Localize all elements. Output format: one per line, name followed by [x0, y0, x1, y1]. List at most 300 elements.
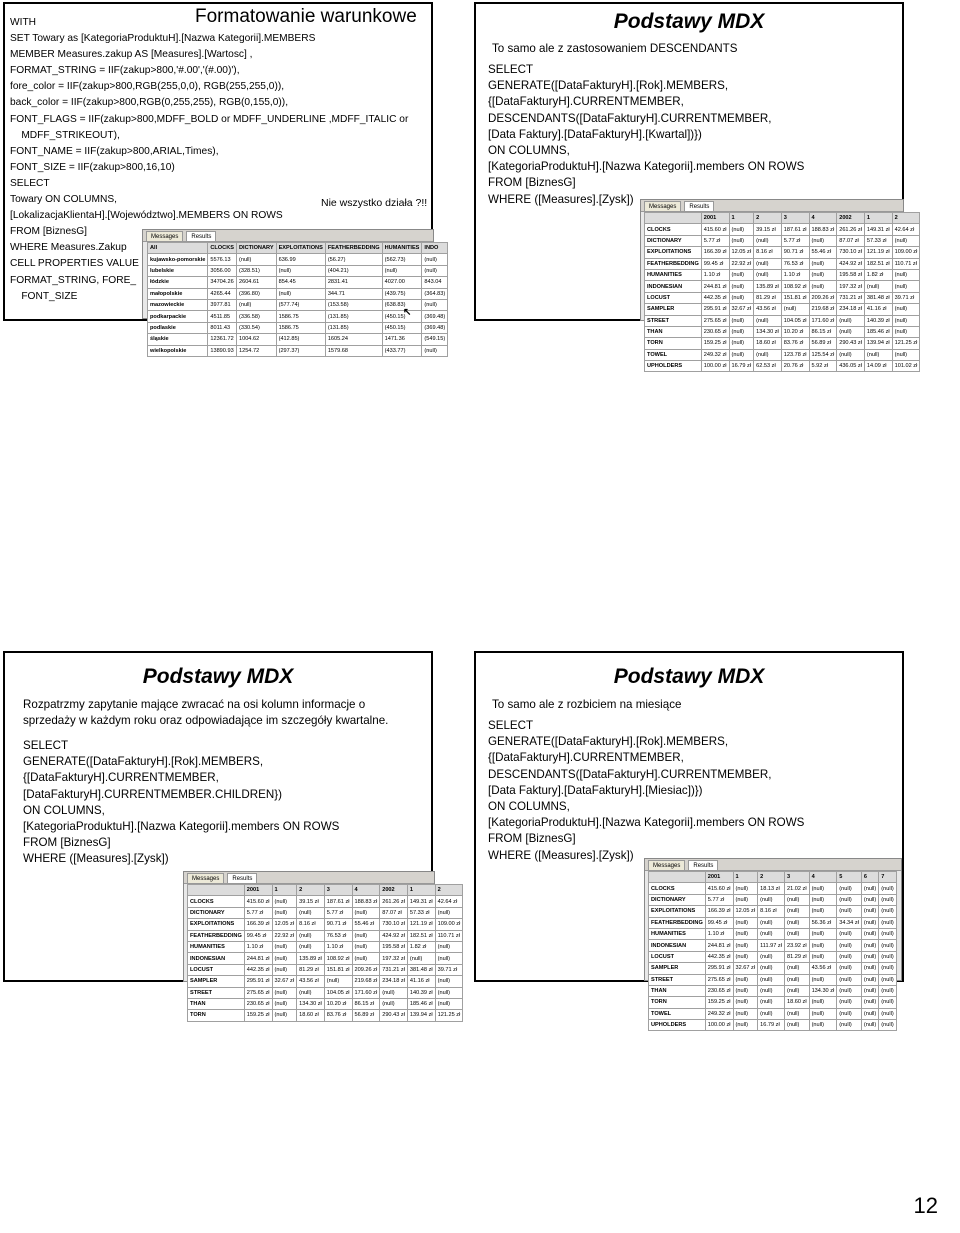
- column-header: CLOCKS: [208, 243, 237, 254]
- table-cell: (330.54): [236, 322, 276, 333]
- tab-messages: Messages: [187, 873, 224, 883]
- table-row: [188, 964, 463, 975]
- table-cell: (null): [382, 265, 422, 276]
- table-cell: 41.16 zł: [407, 976, 435, 987]
- table-cell: 730.10 zł: [380, 919, 408, 930]
- table-cell: (null): [758, 928, 785, 939]
- results-grid-screenshot: [183, 871, 461, 1019]
- row-header: SAMPLER: [649, 963, 706, 974]
- table-cell: 99.45 zł: [244, 930, 272, 941]
- table-cell: (null): [733, 940, 758, 951]
- table-cell: 182.51 zł: [407, 930, 435, 941]
- table-cell: (null): [809, 928, 837, 939]
- table-cell: 110.71 zł: [435, 930, 463, 941]
- table-cell: (null): [297, 987, 325, 998]
- result-tabs: [143, 230, 433, 242]
- table-cell: 730.10 zł: [837, 247, 865, 258]
- table-cell: 12.05 zł: [733, 906, 758, 917]
- table-cell: (364.83): [422, 288, 448, 299]
- table-cell: (null): [861, 951, 878, 962]
- table-cell: 134.30 zł: [809, 985, 837, 996]
- table-cell: (null): [809, 281, 837, 292]
- table-cell: (null): [809, 269, 837, 280]
- table-cell: 166.39 zł: [705, 906, 733, 917]
- table-cell: (null): [352, 953, 380, 964]
- table-row: [645, 247, 920, 258]
- row-header: EXPLOITATIONS: [645, 247, 702, 258]
- table-cell: 4265.44: [208, 288, 237, 299]
- row-header: THAN: [649, 985, 706, 996]
- table-cell: 57.33 zł: [407, 907, 435, 918]
- table-cell: 188.83 zł: [352, 896, 380, 907]
- table-cell: 424.92 zł: [380, 930, 408, 941]
- table-cell: 109.00 zł: [435, 919, 463, 930]
- table-cell: (null): [324, 976, 352, 987]
- table-cell: 209.26 zł: [352, 964, 380, 975]
- table-row: [188, 976, 463, 987]
- table-cell: 20.76 zł: [781, 361, 809, 372]
- table-cell: 18.60 zł: [754, 338, 782, 349]
- row-header: DICTIONARY: [188, 907, 245, 918]
- table-cell: (null): [861, 974, 878, 985]
- table-cell: 1.10 zł: [781, 269, 809, 280]
- table-cell: (null): [861, 928, 878, 939]
- row-header: INDONESIAN: [188, 953, 245, 964]
- mdx-code: WITH SET Towary as [KategoriaProduktuH].[Nazwa Kategorii].MEMBERS MEMBER Measures.zakup AS [Measures].[Wartosc] , FORMAT_STRING = IIF(zakup>800,'#.00','(#.00)'), fore_color = IIF(zakup>800,RGB(255,0,0), RGB(255,255,0)), back_color = IIF(zakup>800,RGB(0,255,255), RGB(0,155,0)), FONT_FLAGS = IIF(zakup>800,MDFF_BOLD or MDFF_UNDERLINE ,MDFF_ITALIC or MDFF_STRIKEOUT), FONT_NAME = IIF(zakup>800,ARIAL,Times), FONT_SIZE = IIF(zakup>800,16,10) SELECT Towary ON COLUMNS, [LokalizacjaKlientaH].[Województwo].MEMBERS ON ROWS FROM [BiznesG] WHERE Measures.Zakup CELL PROPERTIES VALUE FORMAT_STRING, FORE_ FONT_SIZE: [10, 17, 409, 302]
- table-cell: (null): [352, 930, 380, 941]
- table-cell: 123.78 zł: [781, 349, 809, 360]
- intro-text: To samo ale z zastosowaniem DESCENDANTS: [492, 42, 738, 55]
- table-cell: 5576.13: [208, 254, 237, 265]
- table-cell: 275.65 zł: [701, 315, 729, 326]
- table-cell: 244.81 zł: [705, 940, 733, 951]
- table-cell: 99.45 zł: [701, 258, 729, 269]
- table-cell: (null): [879, 963, 896, 974]
- table-header-row: [649, 872, 897, 883]
- table-cell: (null): [837, 951, 862, 962]
- table-cell: 636.99: [276, 254, 325, 265]
- column-header: 1: [729, 213, 754, 224]
- table-cell: 4027.00: [382, 277, 422, 288]
- table-cell: 81.29 zł: [297, 964, 325, 975]
- table-row: [645, 349, 920, 360]
- table-cell: 140.39 zł: [407, 987, 435, 998]
- row-header: wielkopolskie: [148, 345, 208, 356]
- column-header: 1: [733, 872, 758, 883]
- table-cell: 76.53 zł: [324, 930, 352, 941]
- table-cell: 234.18 zł: [837, 304, 865, 315]
- table-cell: (null): [809, 997, 837, 1008]
- table-cell: 100.00 zł: [705, 1020, 733, 1031]
- row-header: podkarpackie: [148, 311, 208, 322]
- table-cell: (null): [784, 928, 809, 939]
- table-cell: (null): [380, 987, 408, 998]
- slide-descendants: [474, 2, 918, 370]
- tab-results: Results: [684, 201, 714, 211]
- table-cell: 57.33 zł: [864, 235, 892, 246]
- result-tabs: [641, 200, 903, 212]
- row-header: lubelskie: [148, 265, 208, 276]
- table-cell: (null): [758, 917, 785, 928]
- table-cell: 1.82 zł: [864, 269, 892, 280]
- table-cell: (null): [784, 963, 809, 974]
- table-cell: (null): [864, 349, 892, 360]
- row-header: SAMPLER: [188, 976, 245, 987]
- column-header: 6: [861, 872, 878, 883]
- table-cell: (null): [837, 326, 865, 337]
- table-cell: (412.85): [276, 334, 325, 345]
- row-header: LOCUST: [188, 964, 245, 975]
- table-cell: (null): [861, 917, 878, 928]
- table-cell: (null): [272, 964, 297, 975]
- table-cell: (null): [879, 906, 896, 917]
- table-cell: (638.83): [382, 299, 422, 310]
- row-header: HUMANITIES: [645, 269, 702, 280]
- table-cell: 55.46 zł: [809, 247, 837, 258]
- table-cell: 121.19 zł: [407, 919, 435, 930]
- table-cell: (null): [733, 997, 758, 1008]
- table-cell: 5.92 zł: [809, 361, 837, 372]
- table-row: [188, 998, 463, 1009]
- row-header: INDONESIAN: [649, 940, 706, 951]
- table-cell: 2831.41: [325, 277, 382, 288]
- table-row: [148, 322, 448, 333]
- table-cell: (131.85): [325, 322, 382, 333]
- table-cell: 3056.00: [208, 265, 237, 276]
- table-cell: (null): [276, 288, 325, 299]
- table-cell: (null): [272, 1010, 297, 1021]
- table-cell: 249.32 zł: [701, 349, 729, 360]
- table-cell: 34704.26: [208, 277, 237, 288]
- table-cell: (null): [861, 997, 878, 1008]
- table-cell: (null): [809, 1020, 837, 1031]
- row-header: SAMPLER: [645, 304, 702, 315]
- row-header: podlaskie: [148, 322, 208, 333]
- results-grid-screenshot: [644, 858, 902, 1029]
- table-cell: 139.94 zł: [864, 338, 892, 349]
- table-cell: (null): [864, 281, 892, 292]
- table-cell: 104.05 zł: [781, 315, 809, 326]
- table-cell: 87.07 zł: [380, 907, 408, 918]
- table-cell: (null): [861, 906, 878, 917]
- row-header: łódzkie: [148, 277, 208, 288]
- table-cell: (null): [837, 315, 865, 326]
- table-cell: (null): [729, 326, 754, 337]
- table-cell: (131.85): [325, 311, 382, 322]
- table-cell: 90.71 zł: [781, 247, 809, 258]
- table-row: [649, 985, 897, 996]
- table-cell: 381.48 zł: [407, 964, 435, 975]
- table-cell: (null): [879, 1020, 896, 1031]
- mdx-code: SELECT GENERATE([DataFakturyH].[Rok].MEMBERS, {[DataFakturyH].CURRENTMEMBER, [DataFakturyH].CURRENTMEMBER.CHILDREN}) ON COLUMNS, [KategoriaProduktuH].[Nazwa Kategorii].members ON ROWS FROM [BiznesG] WHERE ([Measures].[Zysk]): [23, 739, 340, 866]
- table-cell: (null): [837, 894, 862, 905]
- column-header: [645, 213, 702, 224]
- table-cell: 34.34 zł: [837, 917, 862, 928]
- table-cell: (null): [758, 985, 785, 996]
- table-cell: 125.54 zł: [809, 349, 837, 360]
- results-table: [147, 242, 448, 357]
- table-cell: 3977.81: [208, 299, 237, 310]
- table-cell: 1.10 zł: [705, 928, 733, 939]
- table-cell: 41.16 zł: [864, 304, 892, 315]
- table-cell: 5.77 zł: [701, 235, 729, 246]
- table-cell: (null): [272, 907, 297, 918]
- table-cell: (null): [861, 1008, 878, 1019]
- column-header: INDO: [422, 243, 448, 254]
- table-cell: 32.67 zł: [733, 963, 758, 974]
- column-header: 2001: [701, 213, 729, 224]
- table-cell: (null): [861, 985, 878, 996]
- table-row: [649, 917, 897, 928]
- table-cell: 187.61 zł: [324, 896, 352, 907]
- table-cell: 43.56 zł: [754, 304, 782, 315]
- table-cell: 12361.72: [208, 334, 237, 345]
- table-cell: 381.48 zł: [864, 292, 892, 303]
- table-cell: (null): [892, 269, 920, 280]
- table-cell: (null): [837, 974, 862, 985]
- table-cell: 230.65 zł: [701, 326, 729, 337]
- row-header: kujawsko-pomorskie: [148, 254, 208, 265]
- column-header: 4: [809, 213, 837, 224]
- table-cell: 5.77 zł: [781, 235, 809, 246]
- table-cell: (null): [809, 974, 837, 985]
- table-cell: 32.67 zł: [729, 304, 754, 315]
- table-cell: (null): [380, 998, 408, 1009]
- table-cell: (null): [733, 883, 758, 894]
- table-cell: (null): [729, 338, 754, 349]
- column-header: 2: [297, 885, 325, 896]
- table-row: [649, 1020, 897, 1031]
- table-cell: 43.56 zł: [297, 976, 325, 987]
- row-header: śląskie: [148, 334, 208, 345]
- table-row: [645, 304, 920, 315]
- table-cell: (null): [809, 951, 837, 962]
- table-cell: 187.61 zł: [781, 224, 809, 235]
- table-cell: (null): [422, 265, 448, 276]
- table-cell: (null): [879, 951, 896, 962]
- table-cell: (null): [758, 1008, 785, 1019]
- table-cell: 424.92 zł: [837, 258, 865, 269]
- results-table: [648, 871, 897, 1031]
- table-cell: (null): [809, 235, 837, 246]
- results-grid-screenshot: [142, 229, 446, 354]
- table-cell: 171.60 zł: [809, 315, 837, 326]
- table-cell: (null): [422, 345, 448, 356]
- column-header: HUMANITIES: [382, 243, 422, 254]
- table-cell: 159.25 zł: [705, 997, 733, 1008]
- table-row: [645, 361, 920, 372]
- table-row: [649, 1008, 897, 1019]
- table-cell: (null): [837, 928, 862, 939]
- table-cell: (null): [407, 953, 435, 964]
- table-cell: (369.48): [422, 311, 448, 322]
- table-cell: 197.32 zł: [380, 953, 408, 964]
- results-table: [644, 212, 920, 372]
- table-cell: 5.77 zł: [324, 907, 352, 918]
- table-cell: (null): [272, 941, 297, 952]
- table-cell: 43.56 zł: [809, 963, 837, 974]
- table-cell: (null): [879, 928, 896, 939]
- column-header: 2: [435, 885, 463, 896]
- column-header: 2: [754, 213, 782, 224]
- table-cell: 185.46 zł: [864, 326, 892, 337]
- table-row: [649, 928, 897, 939]
- table-cell: 39.71 zł: [892, 292, 920, 303]
- table-cell: 134.30 zł: [754, 326, 782, 337]
- results-grid-screenshot: [640, 199, 918, 370]
- slide-title: Podstawy MDX: [613, 10, 765, 33]
- table-cell: (396.80): [236, 288, 276, 299]
- column-header: 5: [837, 872, 862, 883]
- table-cell: 18.60 zł: [297, 1010, 325, 1021]
- table-cell: 81.29 zł: [754, 292, 782, 303]
- table-header-row: [148, 243, 448, 254]
- table-cell: 442.35 zł: [705, 951, 733, 962]
- row-header: małopolskie: [148, 288, 208, 299]
- row-header: CLOCKS: [188, 896, 245, 907]
- table-cell: (null): [861, 940, 878, 951]
- column-header: 4: [809, 872, 837, 883]
- table-cell: 14.09 zł: [864, 361, 892, 372]
- table-cell: (56.27): [325, 254, 382, 265]
- table-row: [649, 906, 897, 917]
- row-header: LOCUST: [649, 951, 706, 962]
- table-cell: 1.82 zł: [407, 941, 435, 952]
- table-cell: (null): [236, 299, 276, 310]
- table-cell: (450.15): [382, 311, 422, 322]
- table-cell: (null): [784, 906, 809, 917]
- table-cell: 32.67 zł: [272, 976, 297, 987]
- column-header: 3: [324, 885, 352, 896]
- table-row: [649, 894, 897, 905]
- table-cell: (336.58): [236, 311, 276, 322]
- table-cell: (null): [837, 349, 865, 360]
- row-header: STREET: [649, 974, 706, 985]
- table-cell: 295.91 zł: [705, 963, 733, 974]
- row-header: HUMANITIES: [649, 928, 706, 939]
- table-cell: (null): [729, 269, 754, 280]
- table-cell: 197.32 zł: [837, 281, 865, 292]
- table-row: [649, 883, 897, 894]
- tab-results: Results: [227, 873, 257, 883]
- table-cell: (null): [892, 235, 920, 246]
- page-number: 12: [913, 1193, 938, 1218]
- intro-text: Rozpatrzmy zapytanie mające zwracać na osi kolumn informacje o sprzedaży w każdym roku oraz odpowiadające im szczegóły kwartalne.: [23, 698, 389, 727]
- table-cell: (null): [837, 985, 862, 996]
- table-cell: (null): [892, 349, 920, 360]
- tab-results: Results: [186, 231, 216, 241]
- column-header: 2001: [244, 885, 272, 896]
- column-header: [649, 872, 706, 883]
- table-cell: (null): [837, 1008, 862, 1019]
- table-cell: (404.21): [325, 265, 382, 276]
- table-cell: 18.60 zł: [784, 997, 809, 1008]
- table-row: [645, 315, 920, 326]
- table-cell: (577.74): [276, 299, 325, 310]
- table-cell: 39.15 zł: [297, 896, 325, 907]
- column-header: 2002: [837, 213, 865, 224]
- table-cell: (null): [861, 963, 878, 974]
- table-cell: (null): [435, 998, 463, 1009]
- table-row: [148, 334, 448, 345]
- table-cell: 56.89 zł: [809, 338, 837, 349]
- table-cell: 8.16 zł: [754, 247, 782, 258]
- table-cell: (null): [733, 974, 758, 985]
- table-cell: 171.60 zł: [352, 987, 380, 998]
- table-cell: 10.20 zł: [781, 326, 809, 337]
- table-cell: (null): [892, 315, 920, 326]
- table-row: [649, 974, 897, 985]
- row-header: FEATHERBEDDING: [188, 930, 245, 941]
- table-cell: 249.32 zł: [705, 1008, 733, 1019]
- table-cell: 731.21 zł: [380, 964, 408, 975]
- table-cell: (null): [784, 917, 809, 928]
- table-cell: 111.97 zł: [758, 940, 785, 951]
- table-row: [645, 235, 920, 246]
- table-cell: (null): [758, 997, 785, 1008]
- table-cell: (null): [861, 883, 878, 894]
- table-cell: 1004.62: [236, 334, 276, 345]
- table-cell: (549.15): [422, 334, 448, 345]
- table-cell: (null): [435, 976, 463, 987]
- table-cell: (null): [435, 907, 463, 918]
- table-cell: (null): [297, 907, 325, 918]
- table-cell: (null): [352, 907, 380, 918]
- row-header: EXPLOITATIONS: [649, 906, 706, 917]
- row-header: LOCUST: [645, 292, 702, 303]
- table-cell: 195.58 zł: [380, 941, 408, 952]
- table-cell: (null): [754, 349, 782, 360]
- table-cell: 415.60 zł: [244, 896, 272, 907]
- table-cell: 244.81 zł: [244, 953, 272, 964]
- row-header: DICTIONARY: [645, 235, 702, 246]
- table-cell: (null): [879, 997, 896, 1008]
- slide-title: Podstawy MDX: [142, 665, 294, 688]
- table-cell: 149.31 zł: [407, 896, 435, 907]
- table-cell: (433.77): [382, 345, 422, 356]
- table-cell: 90.71 zł: [324, 919, 352, 930]
- table-cell: 4511.85: [208, 311, 237, 322]
- table-cell: (null): [733, 951, 758, 962]
- table-row: [188, 907, 463, 918]
- column-header: 3: [781, 213, 809, 224]
- table-cell: (153.58): [325, 299, 382, 310]
- table-cell: (null): [879, 1008, 896, 1019]
- table-cell: 290.43 zł: [837, 338, 865, 349]
- table-cell: 261.26 zł: [837, 224, 865, 235]
- table-cell: (null): [422, 254, 448, 265]
- table-cell: 108.92 zł: [324, 953, 352, 964]
- table-cell: (null): [297, 930, 325, 941]
- table-cell: 261.26 zł: [380, 896, 408, 907]
- column-header: 4: [352, 885, 380, 896]
- table-cell: (null): [729, 224, 754, 235]
- intro-text: To samo ale z rozbiciem na miesiące: [492, 698, 682, 711]
- table-row: [188, 953, 463, 964]
- row-header: TOWEL: [645, 349, 702, 360]
- slide-title: Podstawy MDX: [613, 665, 765, 688]
- table-cell: 442.35 zł: [244, 964, 272, 975]
- table-cell: (null): [879, 917, 896, 928]
- table-cell: (null): [892, 281, 920, 292]
- slide-formatowanie-warunkowe: [3, 2, 446, 354]
- column-header: DICTIONARY: [236, 243, 276, 254]
- table-header-row: [188, 885, 463, 896]
- table-cell: 415.60 zł: [705, 883, 733, 894]
- table-cell: 731.21 zł: [837, 292, 865, 303]
- table-row: [649, 951, 897, 962]
- table-cell: 185.46 zł: [407, 998, 435, 1009]
